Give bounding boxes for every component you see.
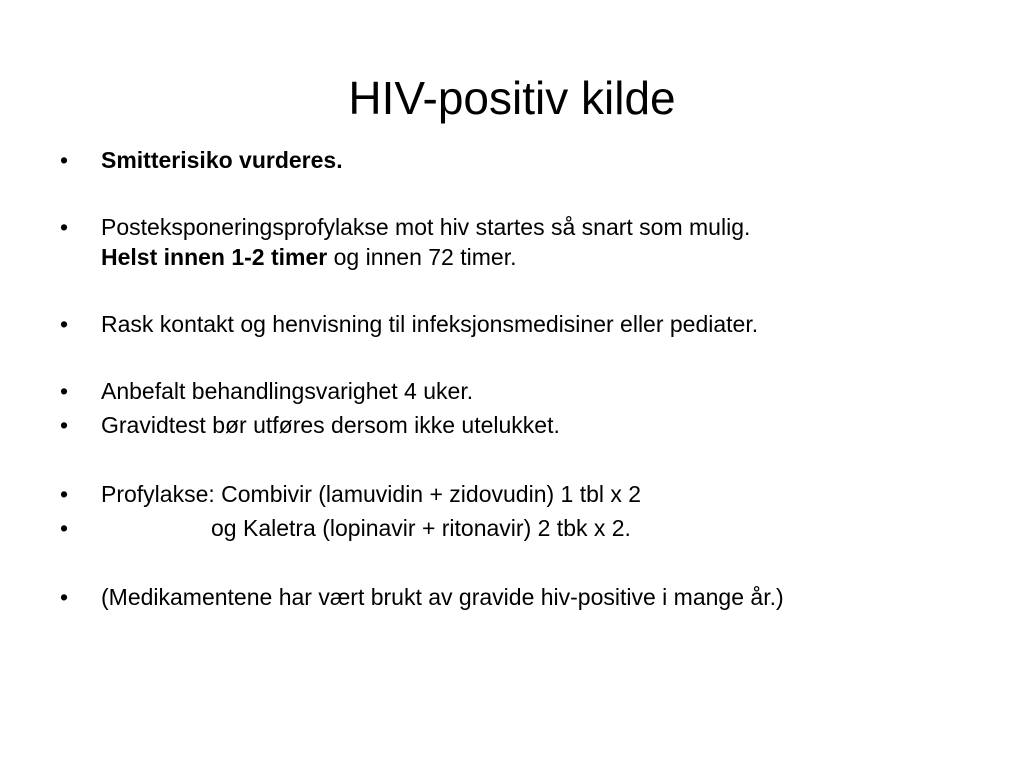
bullet-emphasis: Helst innen 1-2 timer <box>101 244 328 270</box>
bullet-dot: • <box>60 311 69 337</box>
bullet-dot: • <box>60 214 69 240</box>
bullet-text: Gravidtest bør utføres dersom ikke utelukket. <box>101 412 560 438</box>
bullet-dot: • <box>60 481 69 507</box>
bullet-text: (Medikamentene har vært brukt av gravide hiv-positive i mange år.) <box>101 584 784 610</box>
bullet-text: Anbefalt behandlingsvarighet 4 uker. <box>101 378 474 404</box>
slide-title: HIV-positiv kilde <box>348 72 676 124</box>
bullet-text <box>101 212 961 272</box>
bullet-line-rest: og innen 72 timer. <box>327 244 517 270</box>
bullet-dot: • <box>60 515 69 541</box>
bullet-dot: • <box>60 147 69 173</box>
bullet-dot: • <box>60 412 69 438</box>
bullet-line: Posteksponeringsprofylakse mot hiv startes så snart som mulig. <box>101 214 751 240</box>
bullet-text: Profylakse: Combivir (lamuvidin + zidovudin) 1 tbl x 2 <box>101 481 642 507</box>
bullet-dot: • <box>60 584 69 610</box>
bullet-dot: • <box>60 378 69 404</box>
bullet-text: Rask kontakt og henvisning til infeksjonsmedisiner eller pediater. <box>101 311 759 337</box>
bullet-text: Smitterisiko vurderes. <box>101 147 343 173</box>
bullet-text: og Kaletra (lopinavir + ritonavir) 2 tbk x 2. <box>211 515 631 541</box>
